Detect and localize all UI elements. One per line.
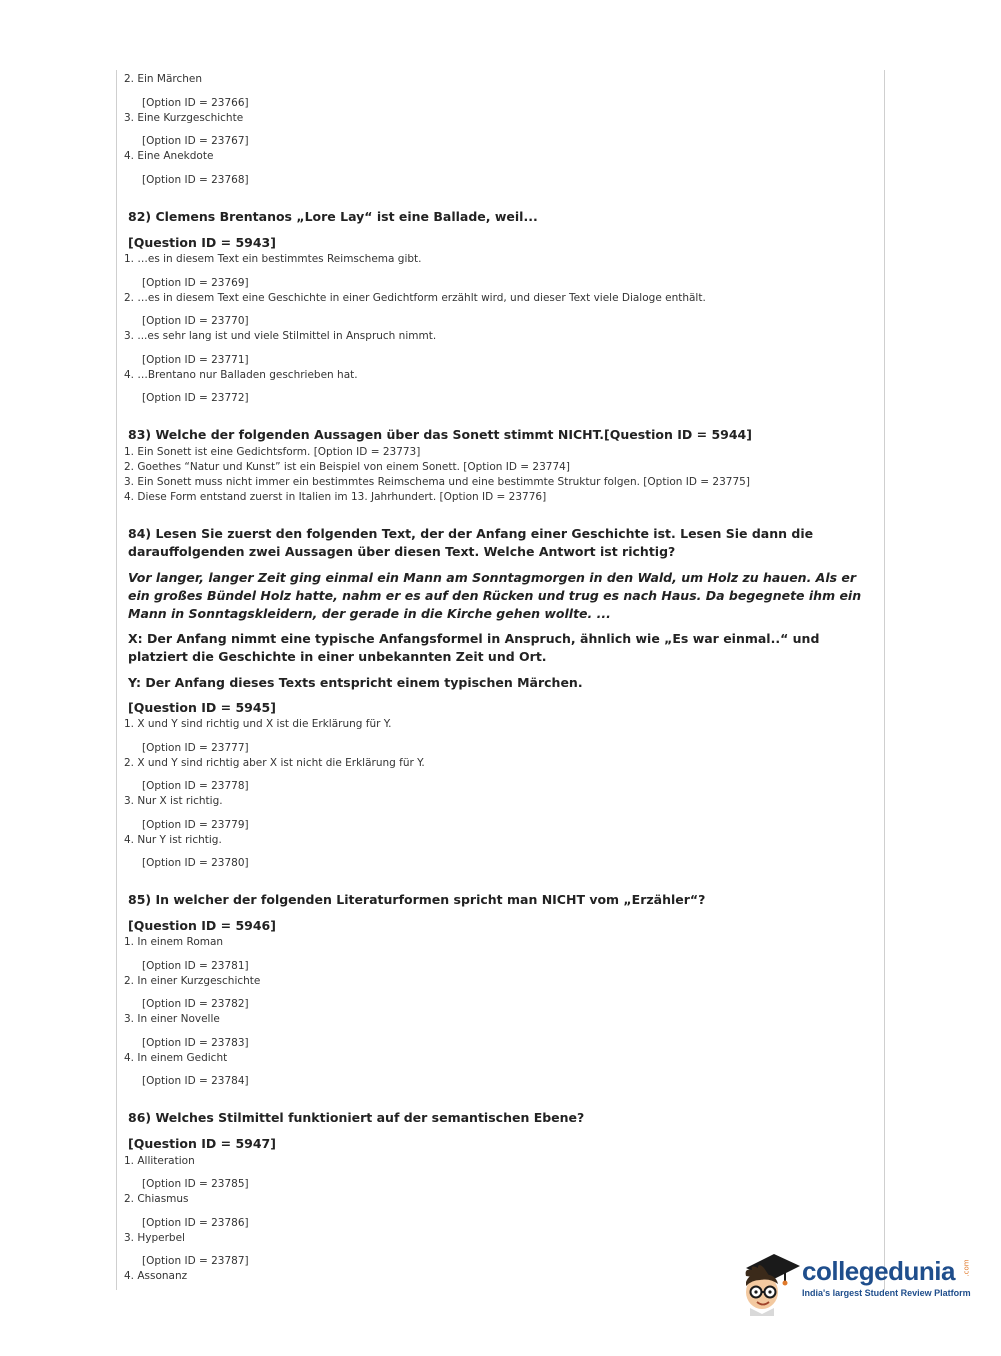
option-text: 2. Chiasmus xyxy=(124,1193,189,1205)
option-text: 3. Ein Sonett muss nicht immer ein bestimmtes Reimschema und eine bestimmte Struktur folgen. [Option ID = 23775] xyxy=(124,476,750,488)
option-text: 3. ...es sehr lang ist und viele Stilmittel in Anspruch nimmt. xyxy=(124,330,437,342)
option-id: [Option ID = 23780] xyxy=(142,857,249,869)
option-text: 1. In einem Roman xyxy=(124,936,224,948)
question-id: [Question ID = 5945] xyxy=(128,700,276,715)
option-text: 1. X und Y sind richtig und X ist die Erklärung für Y. xyxy=(124,718,392,730)
question-id: [Question ID = 5943] xyxy=(128,235,276,250)
option-text: 3. Eine Kurzgeschichte xyxy=(124,112,244,124)
option-text: 4. Diese Form entstand zuerst in Italien im 13. Jahrhundert. [Option ID = 23776] xyxy=(124,491,547,503)
option-text: 4. Assonanz xyxy=(124,1270,188,1282)
logo-tagline: India's largest Student Review Platform xyxy=(802,1288,971,1298)
option-id: [Option ID = 23779] xyxy=(142,819,249,831)
option-id: [Option ID = 23781] xyxy=(142,960,249,972)
question-id: [Question ID = 5946] xyxy=(128,918,276,933)
option-text: 2. X und Y sind richtig aber X ist nicht die Erklärung für Y. xyxy=(124,757,425,769)
logo-com: .com xyxy=(962,1259,971,1277)
option-text: 4. …Brentano nur Balladen geschrieben hat. xyxy=(124,369,358,381)
option-id: [Option ID = 23783] xyxy=(142,1037,249,1049)
option-id: [Option ID = 23782] xyxy=(142,998,249,1010)
option-id: [Option ID = 23767] xyxy=(142,135,249,147)
statement-x: X: Der Anfang nimmt eine typische Anfangsformel in Anspruch, ähnlich wie „Es war einmal..“ und platziert die Geschichte in einer unbekannten Zeit und Ort. xyxy=(128,631,820,664)
option-text: 4. In einem Gedicht xyxy=(124,1052,228,1064)
question-title: 85) In welcher der folgenden Literaturformen spricht man NICHT vom „Erzähler“? xyxy=(128,892,706,907)
option-text: 2. In einer Kurzgeschichte xyxy=(124,975,261,987)
statement-y: Y: Der Anfang dieses Texts entspricht einem typischen Märchen. xyxy=(128,675,583,690)
option-id: [Option ID = 23768] xyxy=(142,174,249,186)
question-title: 84) Lesen Sie zuerst den folgenden Text, der der Anfang einer Geschichte ist. Lesen Sie dann die darauffolgenden zwei Aussagen über diesen Text. Welche Antwort ist richtig? xyxy=(128,526,814,559)
option-id: [Option ID = 23777] xyxy=(142,742,249,754)
option-text: 1. …es in diesem Text ein bestimmtes Reimschema gibt. xyxy=(124,253,422,265)
option-id: [Option ID = 23769] xyxy=(142,277,249,289)
question-title: 86) Welches Stilmittel funktioniert auf der semantischen Ebene? xyxy=(128,1110,585,1125)
option-text: 1. Ein Sonett ist eine Gedichtsform. [Option ID = 23773] xyxy=(124,446,421,458)
option-id: [Option ID = 23786] xyxy=(142,1217,249,1229)
option-id: [Option ID = 23766] xyxy=(142,97,249,109)
option-text: 2. Goethes “Natur und Kunst” ist ein Beispiel von einem Sonett. [Option ID = 23774] xyxy=(124,461,570,473)
option-id: [Option ID = 23778] xyxy=(142,780,249,792)
option-text: 4. Nur Y ist richtig. xyxy=(124,834,222,846)
option-id: [Option ID = 23770] xyxy=(142,315,249,327)
question-title: 82) Clemens Brentanos „Lore Lay“ ist eine Ballade, weil... xyxy=(128,209,538,224)
question-id: [Question ID = 5947] xyxy=(128,1136,276,1151)
option-id: [Option ID = 23785] xyxy=(142,1178,249,1190)
option-id: [Option ID = 23784] xyxy=(142,1075,249,1087)
passage-text: Vor langer, langer Zeit ging einmal ein Mann am Sonntagmorgen in den Wald, um Holz zu hauen. Als er ein großes Bündel Holz hatte, nahm er es auf den Rücken und trug es nach Haus. Da begegnete ihm ein Mann in Sonntagskleidern, der gerade in die Kirche gehen wollte. ... xyxy=(128,570,862,621)
left-margin-rule xyxy=(116,70,117,1290)
option-text: 3. In einer Novelle xyxy=(124,1013,220,1025)
collegedunia-logo xyxy=(740,1250,980,1320)
option-text: 3. Nur X ist richtig. xyxy=(124,795,223,807)
option-text: 1. Alliteration xyxy=(124,1155,195,1167)
question-title: 83) Welche der folgenden Aussagen über das Sonett stimmt NICHT.[Question ID = 5944] xyxy=(128,427,752,442)
option-text: 2. …es in diesem Text eine Geschichte in einer Gedichtform erzählt wird, und dieser Text viele Dialoge enthält. xyxy=(124,292,706,304)
right-margin-rule xyxy=(884,70,885,1290)
option-text: 3. Hyperbel xyxy=(124,1232,185,1244)
option-id: [Option ID = 23787] xyxy=(142,1255,249,1267)
option-text: 4. Eine Anekdote xyxy=(124,150,214,162)
option-id: [Option ID = 23771] xyxy=(142,354,249,366)
option-text: 2. Ein Märchen xyxy=(124,73,203,85)
option-id: [Option ID = 23772] xyxy=(142,392,249,404)
logo-wordmark: collegedunia xyxy=(802,1256,955,1286)
mascot-icon xyxy=(740,1250,802,1316)
